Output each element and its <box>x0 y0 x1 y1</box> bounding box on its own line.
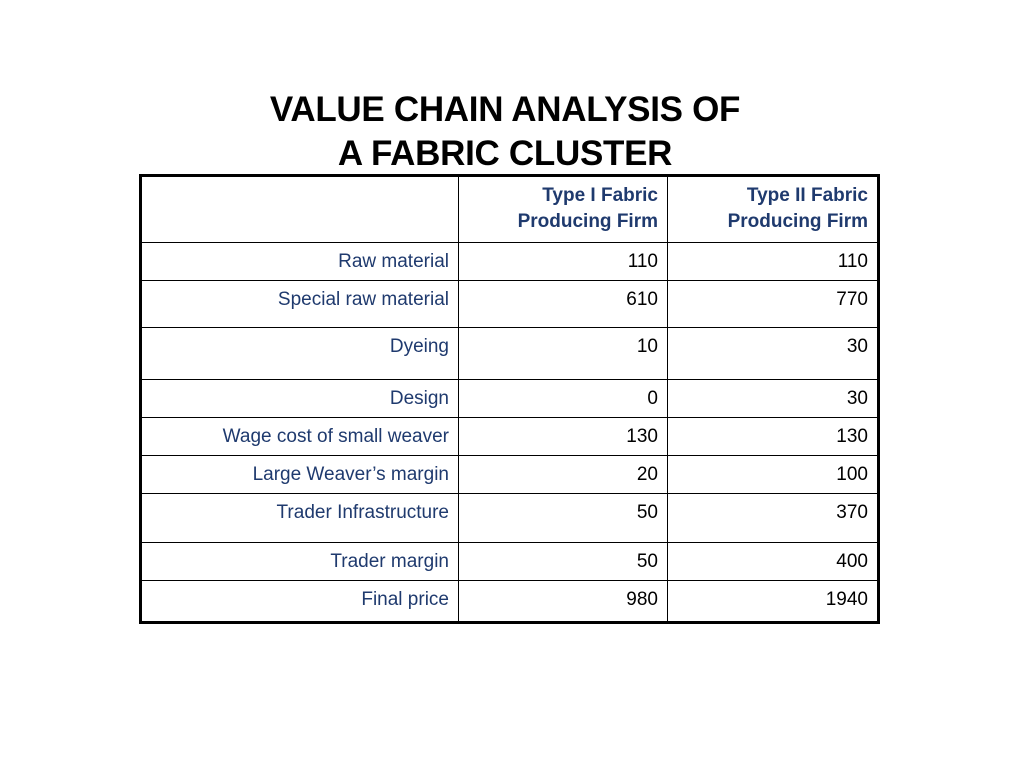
table-row <box>141 243 879 281</box>
type2-value: 110 <box>668 243 879 281</box>
table-row <box>141 543 879 581</box>
type1-value: 610 <box>459 281 668 328</box>
type2-value: 1940 <box>668 581 879 623</box>
value-chain-table <box>139 174 880 624</box>
row-label: Design <box>141 380 459 418</box>
row-label: Wage cost of small weaver <box>141 418 459 456</box>
row-label: Raw material <box>141 243 459 281</box>
table-row <box>141 581 879 623</box>
type2-value: 100 <box>668 456 879 494</box>
type2-value: 30 <box>668 328 879 380</box>
header-type1-line2: Producing Firm <box>517 211 658 232</box>
header-type2-line2: Producing Firm <box>727 211 868 232</box>
type2-value: 130 <box>668 418 879 456</box>
row-label: Special raw material <box>141 281 459 328</box>
row-label: Large Weaver’s margin <box>141 456 459 494</box>
table-row <box>141 281 879 328</box>
row-label: Dyeing <box>141 328 459 380</box>
header-type1 <box>459 176 668 243</box>
table-row <box>141 456 879 494</box>
type2-value: 370 <box>668 494 879 543</box>
type1-value: 980 <box>459 581 668 623</box>
table-row <box>141 418 879 456</box>
table-row <box>141 328 879 380</box>
header-corner-cell <box>141 176 459 243</box>
type1-value: 50 <box>459 543 668 581</box>
type1-value: 20 <box>459 456 668 494</box>
type2-value: 400 <box>668 543 879 581</box>
type1-value: 110 <box>459 243 668 281</box>
header-type2-line1: Type II Fabric <box>746 185 868 206</box>
row-label: Trader margin <box>141 543 459 581</box>
row-label: Trader Infrastructure <box>141 494 459 543</box>
type1-value: 0 <box>459 380 668 418</box>
type1-value: 130 <box>459 418 668 456</box>
slide-title-line1: VALUE CHAIN ANALYSIS OF <box>269 90 741 129</box>
row-label: Final price <box>141 581 459 623</box>
table-row <box>141 494 879 543</box>
table-row <box>141 380 879 418</box>
type2-value: 30 <box>668 380 879 418</box>
type1-value: 50 <box>459 494 668 543</box>
slide-title <box>0 88 1010 176</box>
type1-value: 10 <box>459 328 668 380</box>
slide-title-line2: A FABRIC CLUSTER <box>337 134 673 173</box>
type2-value: 770 <box>668 281 879 328</box>
header-type2 <box>668 176 879 243</box>
table-header-row <box>141 176 879 243</box>
header-type1-line1: Type I Fabric <box>542 185 658 206</box>
